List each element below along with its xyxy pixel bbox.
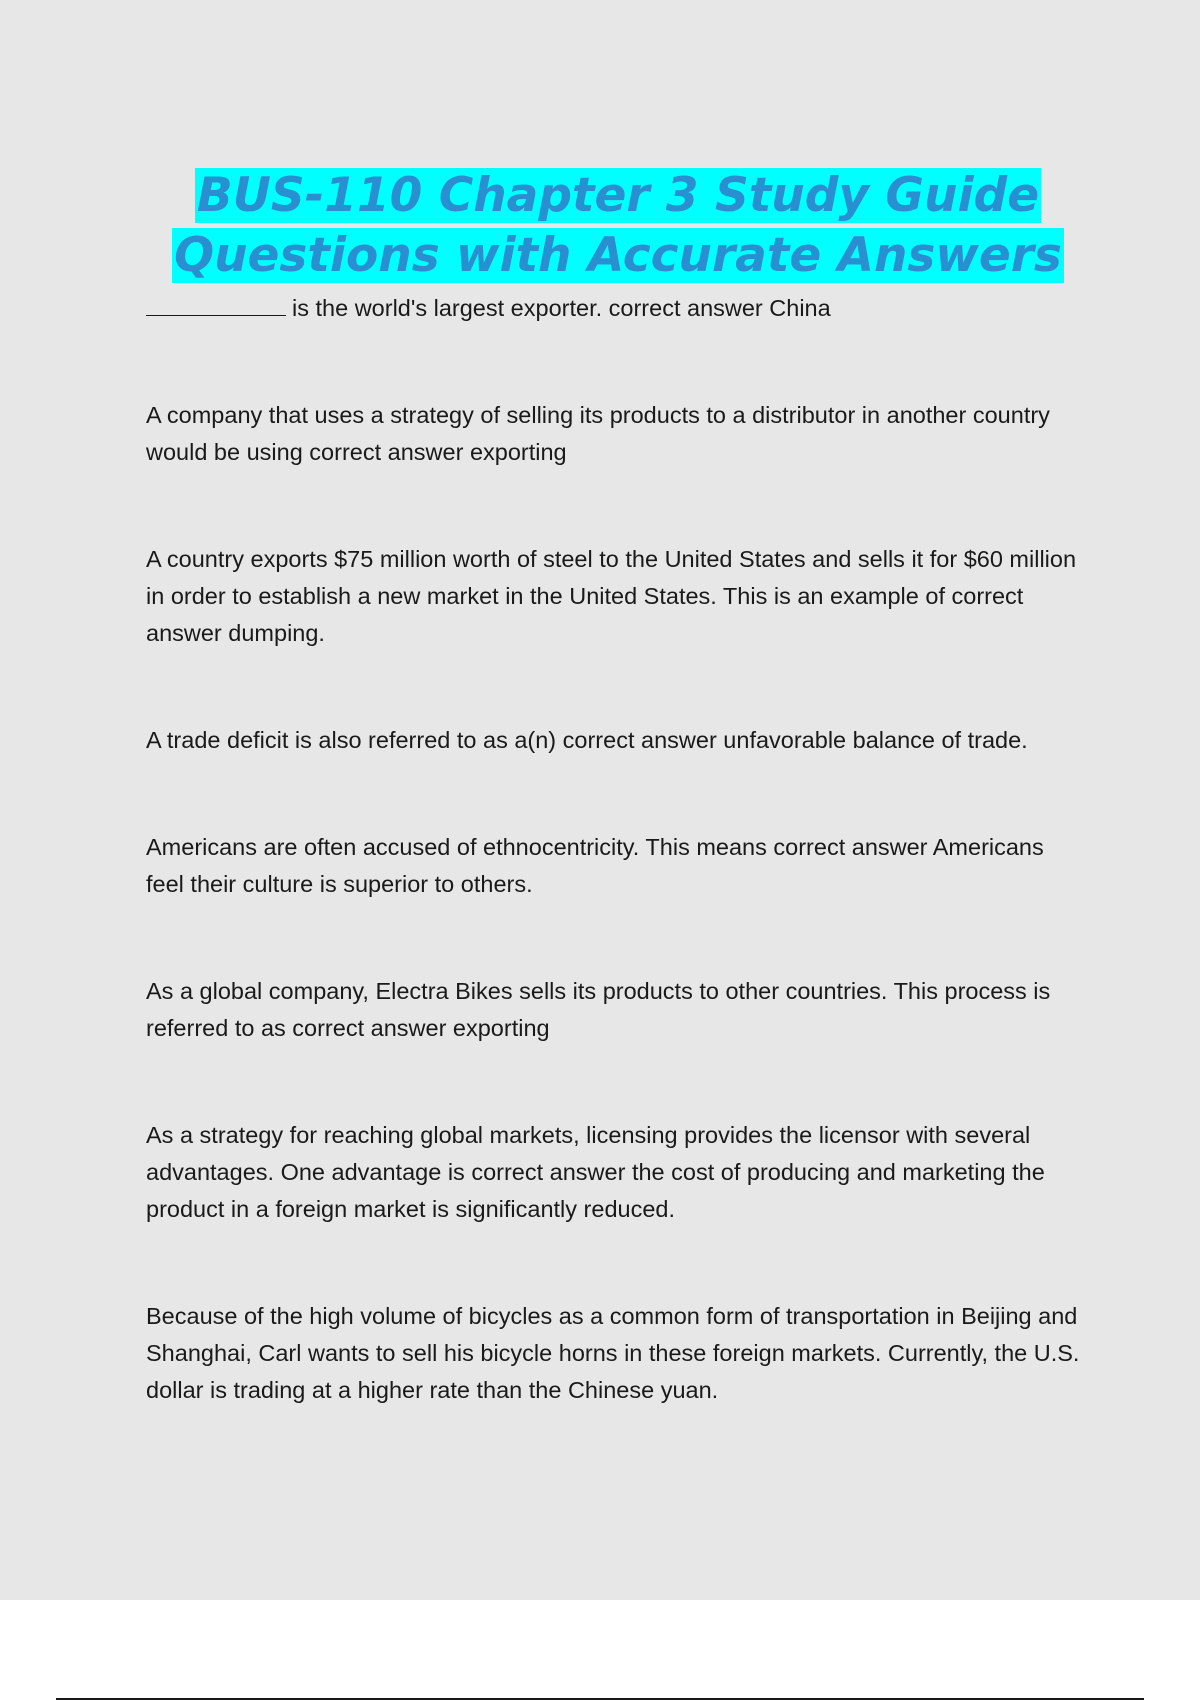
question-item-8: Because of the high volume of bicycles as a common form of transportation in Beijing and Shanghai, Carl wants to sell his bicycle horns in these foreign markets. Currently, the U.S. dollar is trading at a higher rate than the Chinese yuan. [146, 1303, 1080, 1403]
question-text-1: is the world's largest exporter. correct answer China [292, 295, 831, 321]
question-item-6: As a global company, Electra Bikes sells its products to other countries. This process is referred to as correct answer exporting [146, 978, 1051, 1041]
title-line-2: Questions with Accurate Answers [174, 228, 1062, 283]
title-line-1: BUS-110 Chapter 3 Study Guide [196, 168, 1040, 223]
question-item-7: As a strategy for reaching global markets, licensing provides the licensor with several advantages. One advantage is correct answer the cost of producing and marketing the product in a foreign market is significantly reduced. [146, 1122, 1045, 1222]
question-item-3: A country exports $75 million worth of steel to the United States and sells it for $60 million in order to establish a new market in the United States. This is an example of correct answer dumping. [146, 546, 1077, 646]
question-item-5: Americans are often accused of ethnocentricity. This means correct answer Americans feel their culture is superior to others. [146, 834, 1044, 897]
question-item-1 [146, 290, 1086, 327]
question-item-4: A trade deficit is also referred to as a(n) correct answer unfavorable balance of trade. [146, 727, 1028, 753]
question-list [146, 290, 1086, 1409]
answer-blank [146, 314, 286, 316]
page-title [0, 166, 1200, 286]
question-item-2: A company that uses a strategy of selling its products to a distributor in another country would be using correct answer exporting [146, 402, 1050, 465]
